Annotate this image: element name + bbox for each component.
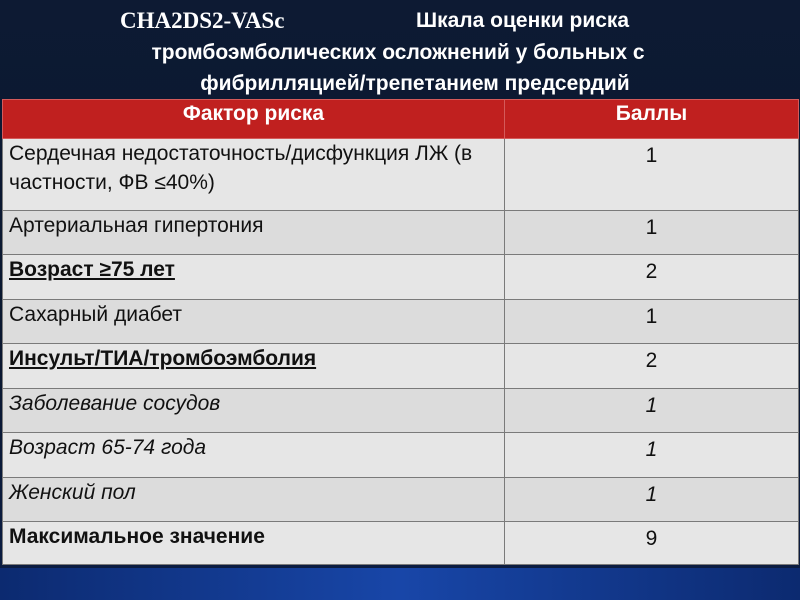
- header-title-line-3: фибрилляцией/трепетанием предсердий: [200, 72, 630, 95]
- risk-factor-cell: [3, 300, 505, 344]
- column-header-factor: Фактор риска: [3, 100, 505, 139]
- table-row: [3, 344, 799, 389]
- risk-factor-cell: [3, 389, 505, 433]
- table-row: [3, 211, 799, 255]
- score-cell: 1: [505, 433, 799, 478]
- score-cell: 9: [505, 522, 799, 565]
- slide-header: [0, 0, 800, 100]
- risk-factor-cell: [3, 211, 505, 255]
- score-cell: 1: [505, 211, 799, 255]
- table-row: [3, 255, 799, 300]
- score-cell: 1: [505, 300, 799, 344]
- scale-code: CHA2DS2-VASc: [120, 8, 285, 33]
- table-row: [3, 300, 799, 344]
- risk-factor-label: Заболевание сосудов: [9, 392, 221, 415]
- header-title-line-2: тромбоэмболических осложнений у больных с: [151, 41, 645, 64]
- header-line-1: [120, 6, 760, 36]
- score-cell: 1: [505, 478, 799, 522]
- score-cell: 2: [505, 255, 799, 300]
- risk-factor-label: Возраст 65-74 года: [9, 436, 207, 459]
- risk-factor-cell: [3, 255, 505, 300]
- header-line-3: [0, 69, 800, 99]
- risk-factor-cell: [3, 478, 505, 522]
- table-row: [3, 139, 799, 211]
- risk-factor-label: Инсульт/ТИА/тромбоэмболия: [9, 347, 317, 370]
- table-header-row: [3, 100, 799, 139]
- risk-score-table: [2, 99, 799, 565]
- risk-factor-label: Сахарный диабет: [9, 303, 183, 326]
- header-title-line-1: Шкала оценки риска: [416, 9, 630, 32]
- risk-factor-label: Артериальная гипертония: [9, 214, 264, 237]
- risk-factor-cell: [3, 139, 505, 211]
- header-line-2: [0, 38, 800, 68]
- column-header-score: Баллы: [505, 100, 799, 139]
- score-cell: 1: [505, 389, 799, 433]
- risk-factor-label: Максимальное значение: [9, 525, 265, 548]
- table-row: [3, 389, 799, 433]
- table-row: [3, 478, 799, 522]
- table-row: [3, 433, 799, 478]
- footer-band: [0, 568, 800, 600]
- risk-factor-label: Сердечная недостаточность/дисфункция ЛЖ (в частности, ФВ ≤40%): [9, 142, 473, 194]
- score-cell: 1: [505, 139, 799, 211]
- risk-factor-cell: [3, 522, 505, 565]
- table-row: [3, 522, 799, 565]
- risk-factor-label: Возраст ≥75 лет: [9, 258, 175, 281]
- risk-factor-label: Женский пол: [9, 481, 136, 504]
- risk-factor-cell: [3, 433, 505, 478]
- score-cell: 2: [505, 344, 799, 389]
- risk-factor-cell: [3, 344, 505, 389]
